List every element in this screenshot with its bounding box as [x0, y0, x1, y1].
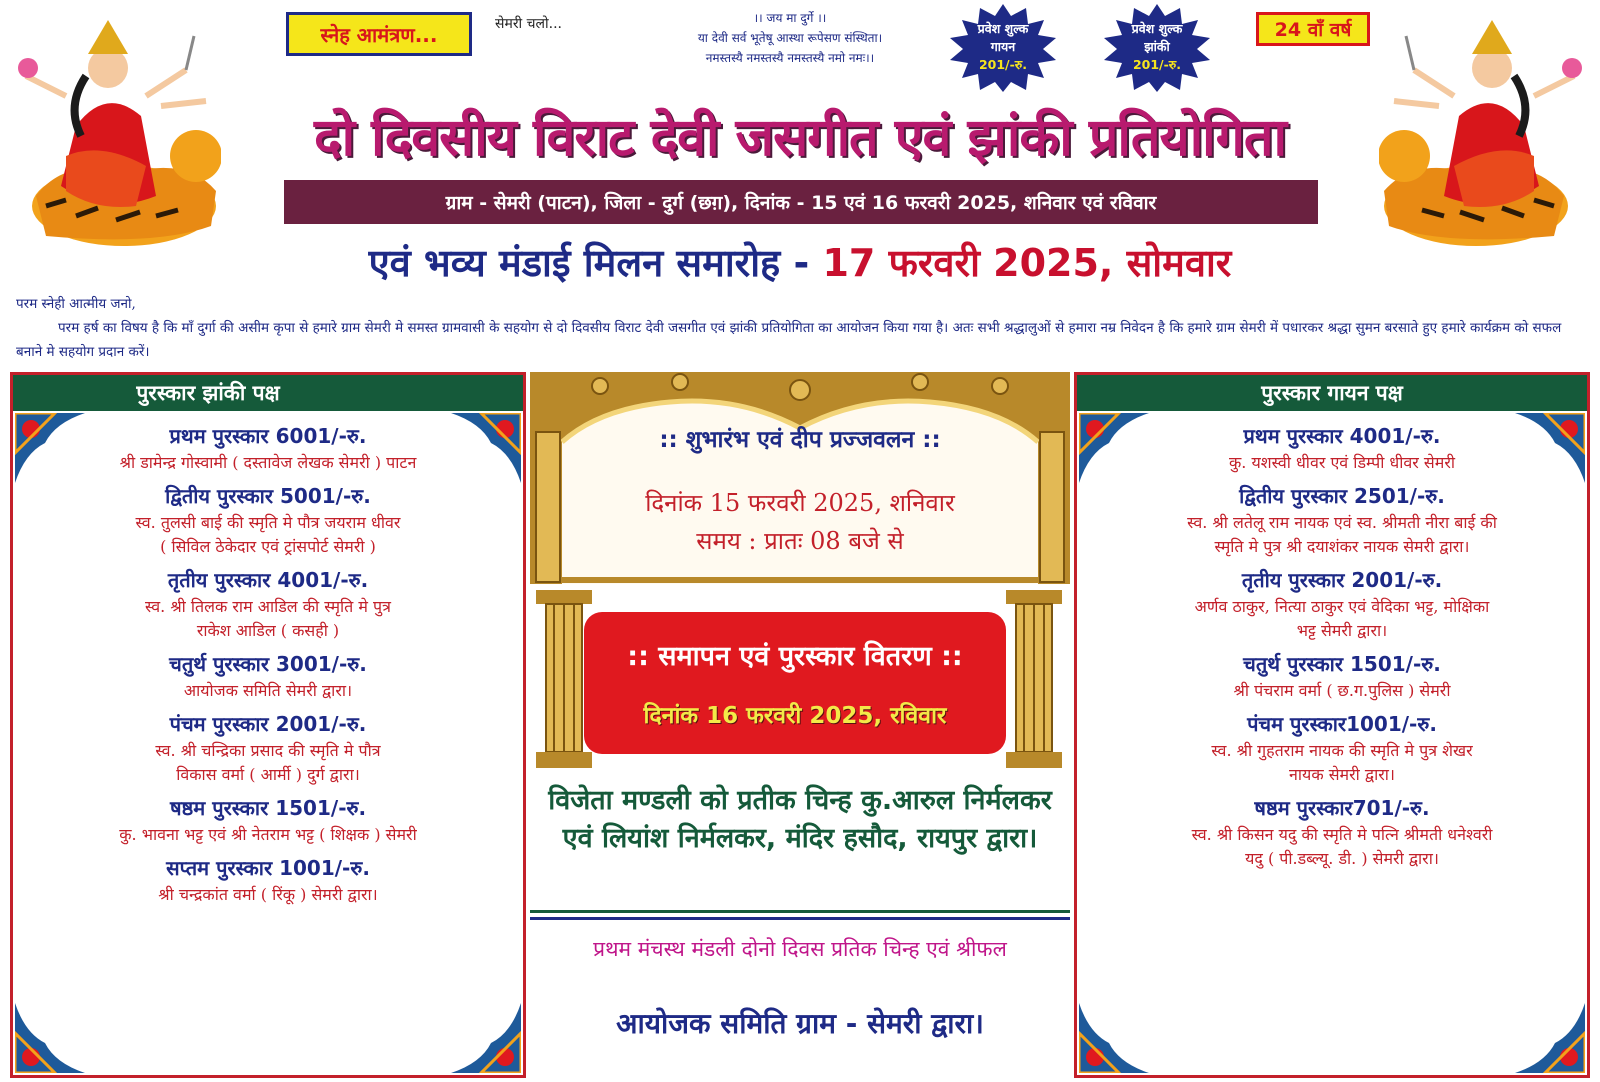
inauguration-heading: :: शुभारंभ एवं दीप प्रज्जवलन ::	[659, 427, 941, 453]
mandai-prefix: एवं भव्य मंडाई मिलन समारोह -	[368, 241, 823, 285]
prize-sponsor: कु. भावना भट्ट एवं श्री नेतराम भट्ट ( शिक्षक ) सेमरी	[119, 825, 417, 844]
ornament-corner-icon	[451, 1003, 521, 1073]
jhanki-prizes-panel	[10, 372, 526, 1078]
prize-title: तृतीय पुरस्कार 4001/-रु.	[167, 568, 369, 592]
jhanki-prizes-heading: पुरस्कार झांकी पक्ष	[13, 375, 523, 411]
golden-pillar-right	[1002, 590, 1066, 768]
mandai-heading	[230, 236, 1370, 288]
prize-sponsor: श्री चन्द्रकांत वर्मा ( रिंकू ) सेमरी द्वारा।	[158, 885, 378, 904]
fee-amount: 201/-रु.	[1132, 57, 1182, 72]
intro-paragraph	[16, 292, 1588, 364]
prize-title: सप्तम पुरस्कार 1001/-रु.	[166, 856, 370, 880]
ornament-corner-icon	[1515, 1003, 1585, 1073]
divider	[530, 917, 1070, 920]
closing-ceremony-date: दिनांक 16 फरवरी 2025, रविवार	[643, 703, 947, 729]
prize-sponsor: कु. यशस्वी धीवर एवं डिम्पी धीवर सेमरी	[1228, 453, 1456, 472]
fee-label: प्रवेश शुल्क	[1131, 21, 1183, 36]
mantra-line: या देवी सर्व भूतेषू आस्था रूपेसण संस्थिता।	[697, 31, 883, 45]
inauguration-date: दिनांक 15 फरवरी 2025, शनिवार	[645, 489, 955, 517]
prize-sponsor: स्व. श्री तिलक राम आडिल की स्मृति मे पुत्र राकेश आडिल ( कसही )	[145, 597, 391, 640]
mandai-date: 17 फरवरी 2025, सोमवार	[822, 241, 1232, 285]
prize-title: प्रथम पुरस्कार 6001/-रु.	[169, 424, 367, 448]
prize-sponsor: अर्णव ठाकुर, नित्या ठाकुर एवं वेदिका भट्ट, मोक्षिका भट्ट सेमरी द्वारा।	[1194, 597, 1490, 640]
prize-sponsor: स्व. श्री लतेलू राम नायक एवं स्व. श्रीमती नीरा बाई की स्मृति मे पुत्र श्री दयाशंकर नायक सेमरी द्वारा।	[1187, 513, 1497, 556]
winner-trophy-note: विजेता मण्डली को प्रतीक चिन्ह कु.आरुल निर्मलकर एवं लियांश निर्मलकर, मंदिर हसौद, रायपुर द्वारा।	[548, 785, 1052, 854]
ornament-corner-icon	[15, 1003, 85, 1073]
main-title: दो दिवसीय विराट देवी जसगीत एवं झांकी प्रतियोगिता	[313, 108, 1287, 168]
prize-sponsor: श्री डामेन्द्र गोस्वामी ( दस्तावेज लेखक सेमरी ) पाटन	[119, 453, 417, 472]
mantra-line: नमस्तस्यै नमस्तस्यै नमस्तस्यै नमो नमः।।	[705, 51, 875, 65]
gayan-prizes-heading: पुरस्कार गायन पक्ष	[1077, 375, 1587, 411]
venue-banner: ग्राम - सेमरी (पाटन), जिला - दुर्ग (छग़), दिनांक - 15 एवं 16 फरवरी 2025, शनिवार एवं रविवार	[284, 180, 1318, 224]
prize-sponsor: स्व. तुलसी बाई की स्मृति मे पौत्र जयराम धीवर ( सिविल ठेकेदार एवं ट्रांसपोर्ट सेमरी )	[135, 513, 401, 556]
divider	[530, 910, 1070, 913]
fee-amount: 201/-रु.	[978, 57, 1028, 72]
durga-illustration-left	[6, 6, 221, 261]
gayan-prizes-panel	[1074, 372, 1590, 1078]
prize-title: षष्ठम पुरस्कार701/-रु.	[1254, 796, 1430, 820]
entry-fee-jhanki-badge	[1102, 4, 1212, 92]
inauguration-details	[530, 484, 1070, 560]
prize-title: द्वितीय पुरस्कार 5001/-रु.	[165, 484, 371, 508]
prize-sponsor: श्री पंचराम वर्मा ( छ.ग.पुलिस ) सेमरी	[1233, 681, 1451, 700]
mantra-block	[640, 8, 940, 68]
fee-type: झांकी	[1144, 39, 1170, 54]
prize-title: तृतीय पुरस्कार 2001/-रु.	[1241, 568, 1443, 592]
year-badge: 24 वाँ वर्ष	[1256, 12, 1370, 46]
prize-sponsor: स्व. श्री चन्द्रिका प्रसाद की स्मृति मे पौत्र विकास वर्मा ( आर्मी ) दुर्ग द्वारा।	[155, 741, 381, 784]
prize-sponsor: स्व. श्री गुहतराम नायक की स्मृति मे पुत्र शेखर नायक सेमरी द्वारा।	[1211, 741, 1473, 784]
mantra-line: ।। जय मा दुर्गे ।।	[753, 11, 827, 25]
intro-body: परम हर्ष का विषय है कि माँ दुर्गा की असीम कृपा से हमारे ग्राम सेमरी मे समस्त ग्रामवासी के सहयोग से दो दिवसीय विराट देवी जसगीत एवं झांकी प्रतियोगिता का आयोजन किया गया है। अतः सभी श्रद्धालुओं से हमारा नम्र निवेदन है कि हमारे ग्राम सेमरी में पधारकर श्रद्धा सुमन बरसाते हुए हमारे कार्यक्रम को सफल बनाने मे सहयोग प्रदान करें।	[16, 320, 1562, 360]
sneh-amantran-badge: स्नेह आमंत्रण...	[286, 12, 472, 56]
organizer-credit: आयोजक समिति ग्राम - सेमरी द्वारा।	[616, 1007, 984, 1040]
prize-sponsor: आयोजक समिति सेमरी द्वारा।	[183, 681, 353, 700]
fee-type: गायन	[990, 39, 1016, 54]
gayan-prize-list	[1077, 411, 1587, 871]
first-group-note: प्रथम मंचस्थ मंडली दोनो दिवस प्रतिक चिन्ह एवं श्रीफल	[593, 937, 1007, 961]
closing-ceremony-box	[584, 612, 1006, 754]
prize-title: द्वितीय पुरस्कार 2501/-रु.	[1239, 484, 1445, 508]
prize-title: चतुर्थ पुरस्कार 1501/-रु.	[1243, 652, 1441, 676]
prize-title: पंचम पुरस्कार 2001/-रु.	[169, 712, 367, 736]
prize-title: पंचम पुरस्कार1001/-रु.	[1247, 712, 1437, 736]
semri-chalo-text: सेमरी चलो...	[495, 16, 562, 32]
ornament-corner-icon	[1079, 1003, 1149, 1073]
prize-title: चतुर्थ पुरस्कार 3001/-रु.	[169, 652, 367, 676]
prize-title: प्रथम पुरस्कार 4001/-रु.	[1243, 424, 1441, 448]
prize-title: षष्ठम पुरस्कार 1501/-रु.	[169, 796, 367, 820]
intro-greeting: परम स्नेही आत्मीय जनो,	[16, 296, 136, 312]
fee-label: प्रवेश शुल्क	[977, 21, 1029, 36]
durga-illustration-right	[1379, 6, 1594, 261]
entry-fee-singing-badge	[948, 4, 1058, 92]
prize-sponsor: स्व. श्री किसन यदु की स्मृति मे पत्नि श्रीमती धनेश्वरी यदु ( पी.डब्ल्यू. डी. ) सेमरी द्वारा।	[1191, 825, 1493, 868]
closing-ceremony-heading: :: समापन एवं पुरस्कार वितरण ::	[627, 641, 963, 672]
schedule-panel	[530, 372, 1070, 1078]
inauguration-time: समय : प्रातः 08 बजे से	[696, 527, 904, 555]
jhanki-prize-list	[13, 411, 523, 907]
